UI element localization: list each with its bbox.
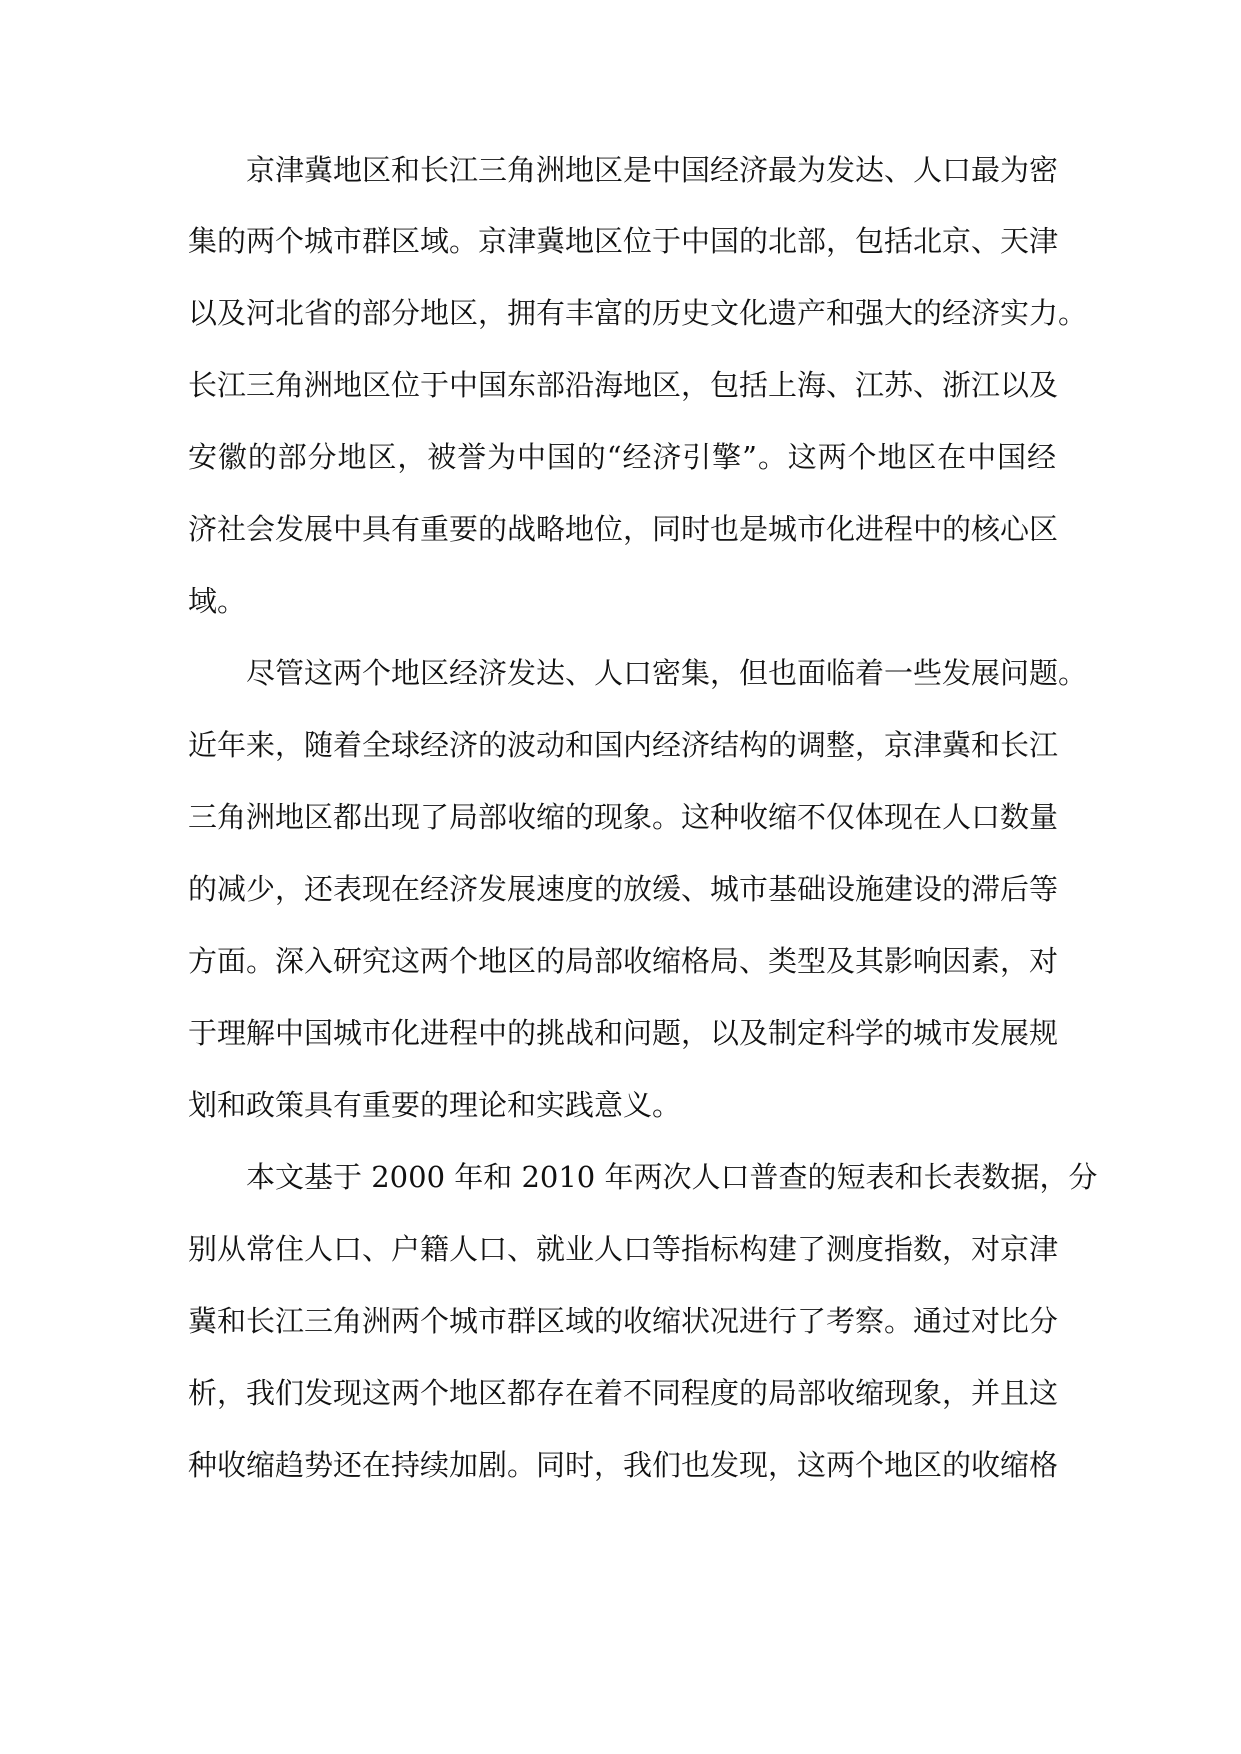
paragraph-3-line-4: 析，我们发现这两个地区都存在着不同程度的局部收缩现象，并且这 bbox=[188, 1376, 1059, 1410]
paragraph-1-line-2: 集的两个城市群区域。京津冀地区位于中国的北部，包括北京、天津 bbox=[188, 224, 1059, 258]
paragraph-2-line-6: 于理解中国城市化进程中的挑战和问题，以及制定科学的城市发展规 bbox=[188, 1016, 1059, 1050]
paragraph-2-line-1: 尽管这两个地区经济发达、人口密集，但也面临着一些发展问题。 bbox=[246, 656, 1088, 690]
paragraph-3-line-2: 别从常住人口、户籍人口、就业人口等指标构建了测度指数，对京津 bbox=[188, 1232, 1059, 1266]
paragraph-3-line-1: 本文基于 2000 年和 2010 年两次人口普查的短表和长表数据，分 bbox=[246, 1160, 1098, 1194]
paragraph-3-line-3: 冀和长江三角洲两个城市群区域的收缩状况进行了考察。通过对比分 bbox=[188, 1304, 1059, 1338]
paragraph-1-line-3: 以及河北省的部分地区，拥有丰富的历史文化遗产和强大的经济实力。 bbox=[188, 296, 1088, 330]
paragraph-2-line-4: 的减少，还表现在经济发展速度的放缓、城市基础设施建设的滞后等 bbox=[188, 872, 1059, 906]
paragraph-2-line-7: 划和政策具有重要的理论和实践意义。 bbox=[188, 1088, 682, 1122]
paragraph-1-line-4: 长江三角洲地区位于中国东部沿海地区，包括上海、江苏、浙江以及 bbox=[188, 368, 1059, 402]
paragraph-2-line-3: 三角洲地区都出现了局部收缩的现象。这种收缩不仅体现在人口数量 bbox=[188, 800, 1059, 834]
paragraph-2-line-2: 近年来，随着全球经济的波动和国内经济结构的调整，京津冀和长江 bbox=[188, 728, 1059, 762]
paragraph-1-line-5: 安徽的部分地区，被誉为中国的“经济引擎”。这两个地区在中国经 bbox=[188, 440, 1056, 474]
paragraph-2-line-5: 方面。深入研究这两个地区的局部收缩格局、类型及其影响因素，对 bbox=[188, 944, 1059, 978]
paragraph-1-line-7: 域。 bbox=[188, 584, 247, 618]
paragraph-3-line-5: 种收缩趋势还在持续加剧。同时，我们也发现，这两个地区的收缩格 bbox=[188, 1448, 1059, 1482]
paragraph-1-line-1: 京津冀地区和长江三角洲地区是中国经济最为发达、人口最为密 bbox=[246, 153, 1059, 187]
paragraph-1-line-6: 济社会发展中具有重要的战略地位，同时也是城市化进程中的核心区 bbox=[188, 512, 1059, 546]
